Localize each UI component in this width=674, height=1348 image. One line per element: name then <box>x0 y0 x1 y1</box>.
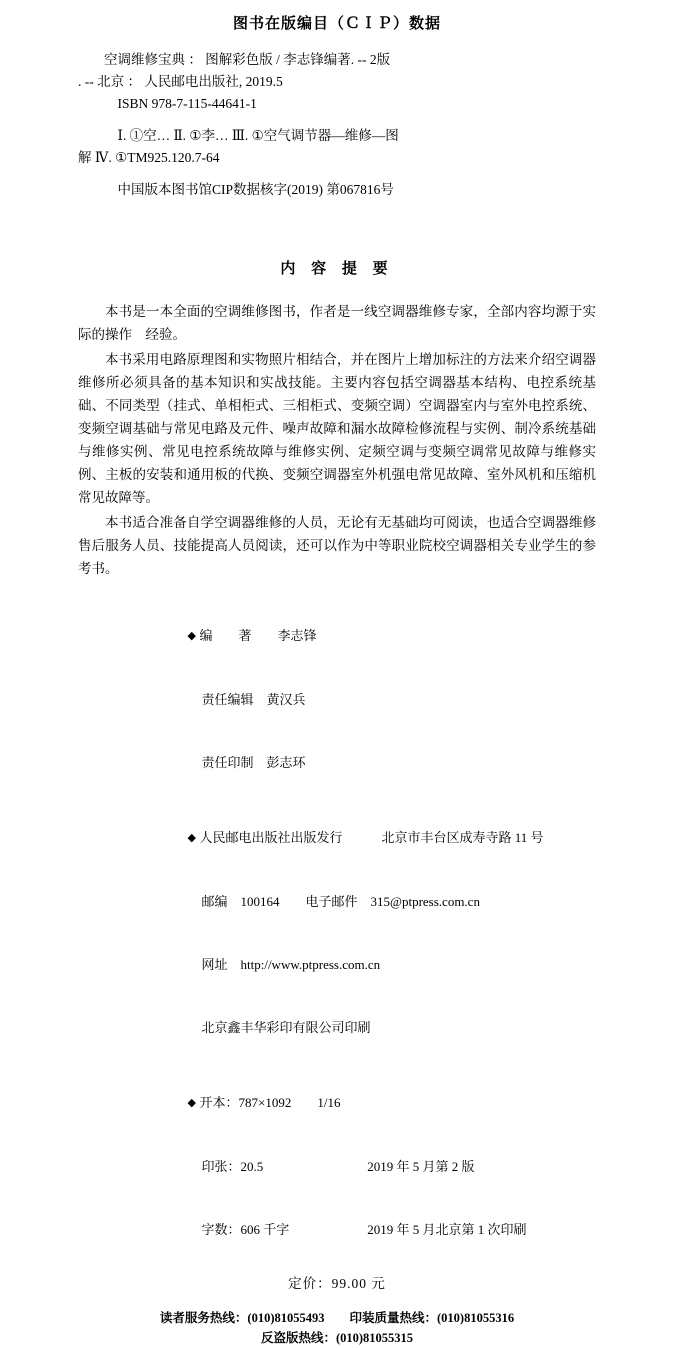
colophon-text: 编 著 李志锋 <box>199 628 317 643</box>
cip-line: 空调维修宝典 ： 图解彩色版 / 李志锋编著. -- 2版 <box>104 52 391 67</box>
summary-paragraph: 本书适合准备自学空调器维修的人员，无论有无基础均可阅读，也适合空调器维修售后服务人员、技能提高人员阅读，还可以作为中等职业院校空调器相关专业学生的参考书。 <box>78 515 596 576</box>
cip-heading: 图书在版编目（ＣＩＰ）数据 <box>232 16 441 32</box>
colophon-row <box>182 668 674 731</box>
cip-group-1 <box>78 49 596 115</box>
cip-group-2 <box>78 125 596 169</box>
hotline-block <box>0 1308 674 1348</box>
colophon-row <box>182 1071 674 1135</box>
diamond-icon: ◆ <box>187 1097 196 1109</box>
cip-line: ISBN 978-7-115-44641-1 <box>104 96 257 111</box>
colophon-row <box>182 933 674 996</box>
colophon-row <box>182 996 674 1059</box>
cip-group-3 <box>78 179 596 201</box>
cip-line: . -- 北京 ： 人民邮电出版社, 2019.5 <box>78 74 283 89</box>
colophon-text: 责任印制 彭志环 <box>201 755 306 770</box>
cip-line: 中国版本图书馆CIP数据核字(2019) 第067816号 <box>104 182 394 197</box>
book-copyright-page <box>0 12 674 1345</box>
diamond-icon: ◆ <box>187 832 196 844</box>
colophon-row <box>182 731 674 794</box>
summary-block <box>78 300 596 580</box>
diamond-icon: ◆ <box>187 630 196 642</box>
colophon-block <box>0 604 674 1348</box>
cip-block <box>78 49 596 201</box>
hotline-service: 读者服务热线：(010)81055493 印装质量热线：(010)81055316 <box>159 1311 515 1325</box>
colophon-row <box>182 604 674 668</box>
colophon-row <box>182 870 674 933</box>
price-line: 定价：99.00 元 <box>288 1276 386 1291</box>
summary-paragraph: 本书采用电路原理图和实物照片相结合，并在图片上增加标注的方法来介绍空调器维修所必须具备的基本知识和实战技能。主要内容包括空调器基本结构、电控系统基础、不同类型（挂式、单相柜式、三相柜式、变频空调）空调器室内与室外电控系统、变频空调基础与常见电路及元件、噪声故障和漏水故障检修流程与实例、制冷系统基础与维修实例、常见电控系统故障与维修实例、定频空调与变频空调常见故障与维修实例、主板的安装和通用板的代换、变频空调器室外机强电常见故障、室外风机和压缩机常见故障等。 <box>78 352 596 505</box>
cip-line: Ⅰ. ①空… Ⅱ. ①李… Ⅲ. ①空气调节器—维修—图 <box>104 128 399 143</box>
colophon-row <box>182 1135 674 1198</box>
cip-line: 解 Ⅳ. ①TM925.120.7-64 <box>78 150 220 165</box>
colophon-text: 网址 http://www.ptpress.com.cn <box>201 957 381 972</box>
hotline-antipiracy: 反盗版热线：(010)81055315 <box>260 1331 414 1345</box>
colophon-text: 邮编 100164 电子邮件 315@ptpress.com.cn <box>201 894 480 909</box>
colophon-row <box>182 1198 674 1261</box>
colophon-row <box>182 806 674 870</box>
colophon-text: 印张：20.5 2019 年 5 月第 2 版 <box>201 1159 475 1174</box>
summary-paragraph: 本书是一本全面的空调维修图书，作者是一线空调器维修专家，全部内容均源于实际的操作 经验。 <box>78 304 596 342</box>
colophon-text: 开本：787×1092 1/16 <box>199 1095 341 1110</box>
summary-heading: 内 容 提 要 <box>280 261 394 277</box>
colophon-text: 北京鑫丰华彩印有限公司印刷 <box>201 1020 371 1035</box>
colophon-text: 字数：606 千字 2019 年 5 月北京第 1 次印刷 <box>201 1222 527 1237</box>
colophon-text: 责任编辑 黄汉兵 <box>201 692 306 707</box>
colophon-text: 人民邮电出版社出版发行 北京市丰台区成寿寺路 11 号 <box>199 830 544 845</box>
